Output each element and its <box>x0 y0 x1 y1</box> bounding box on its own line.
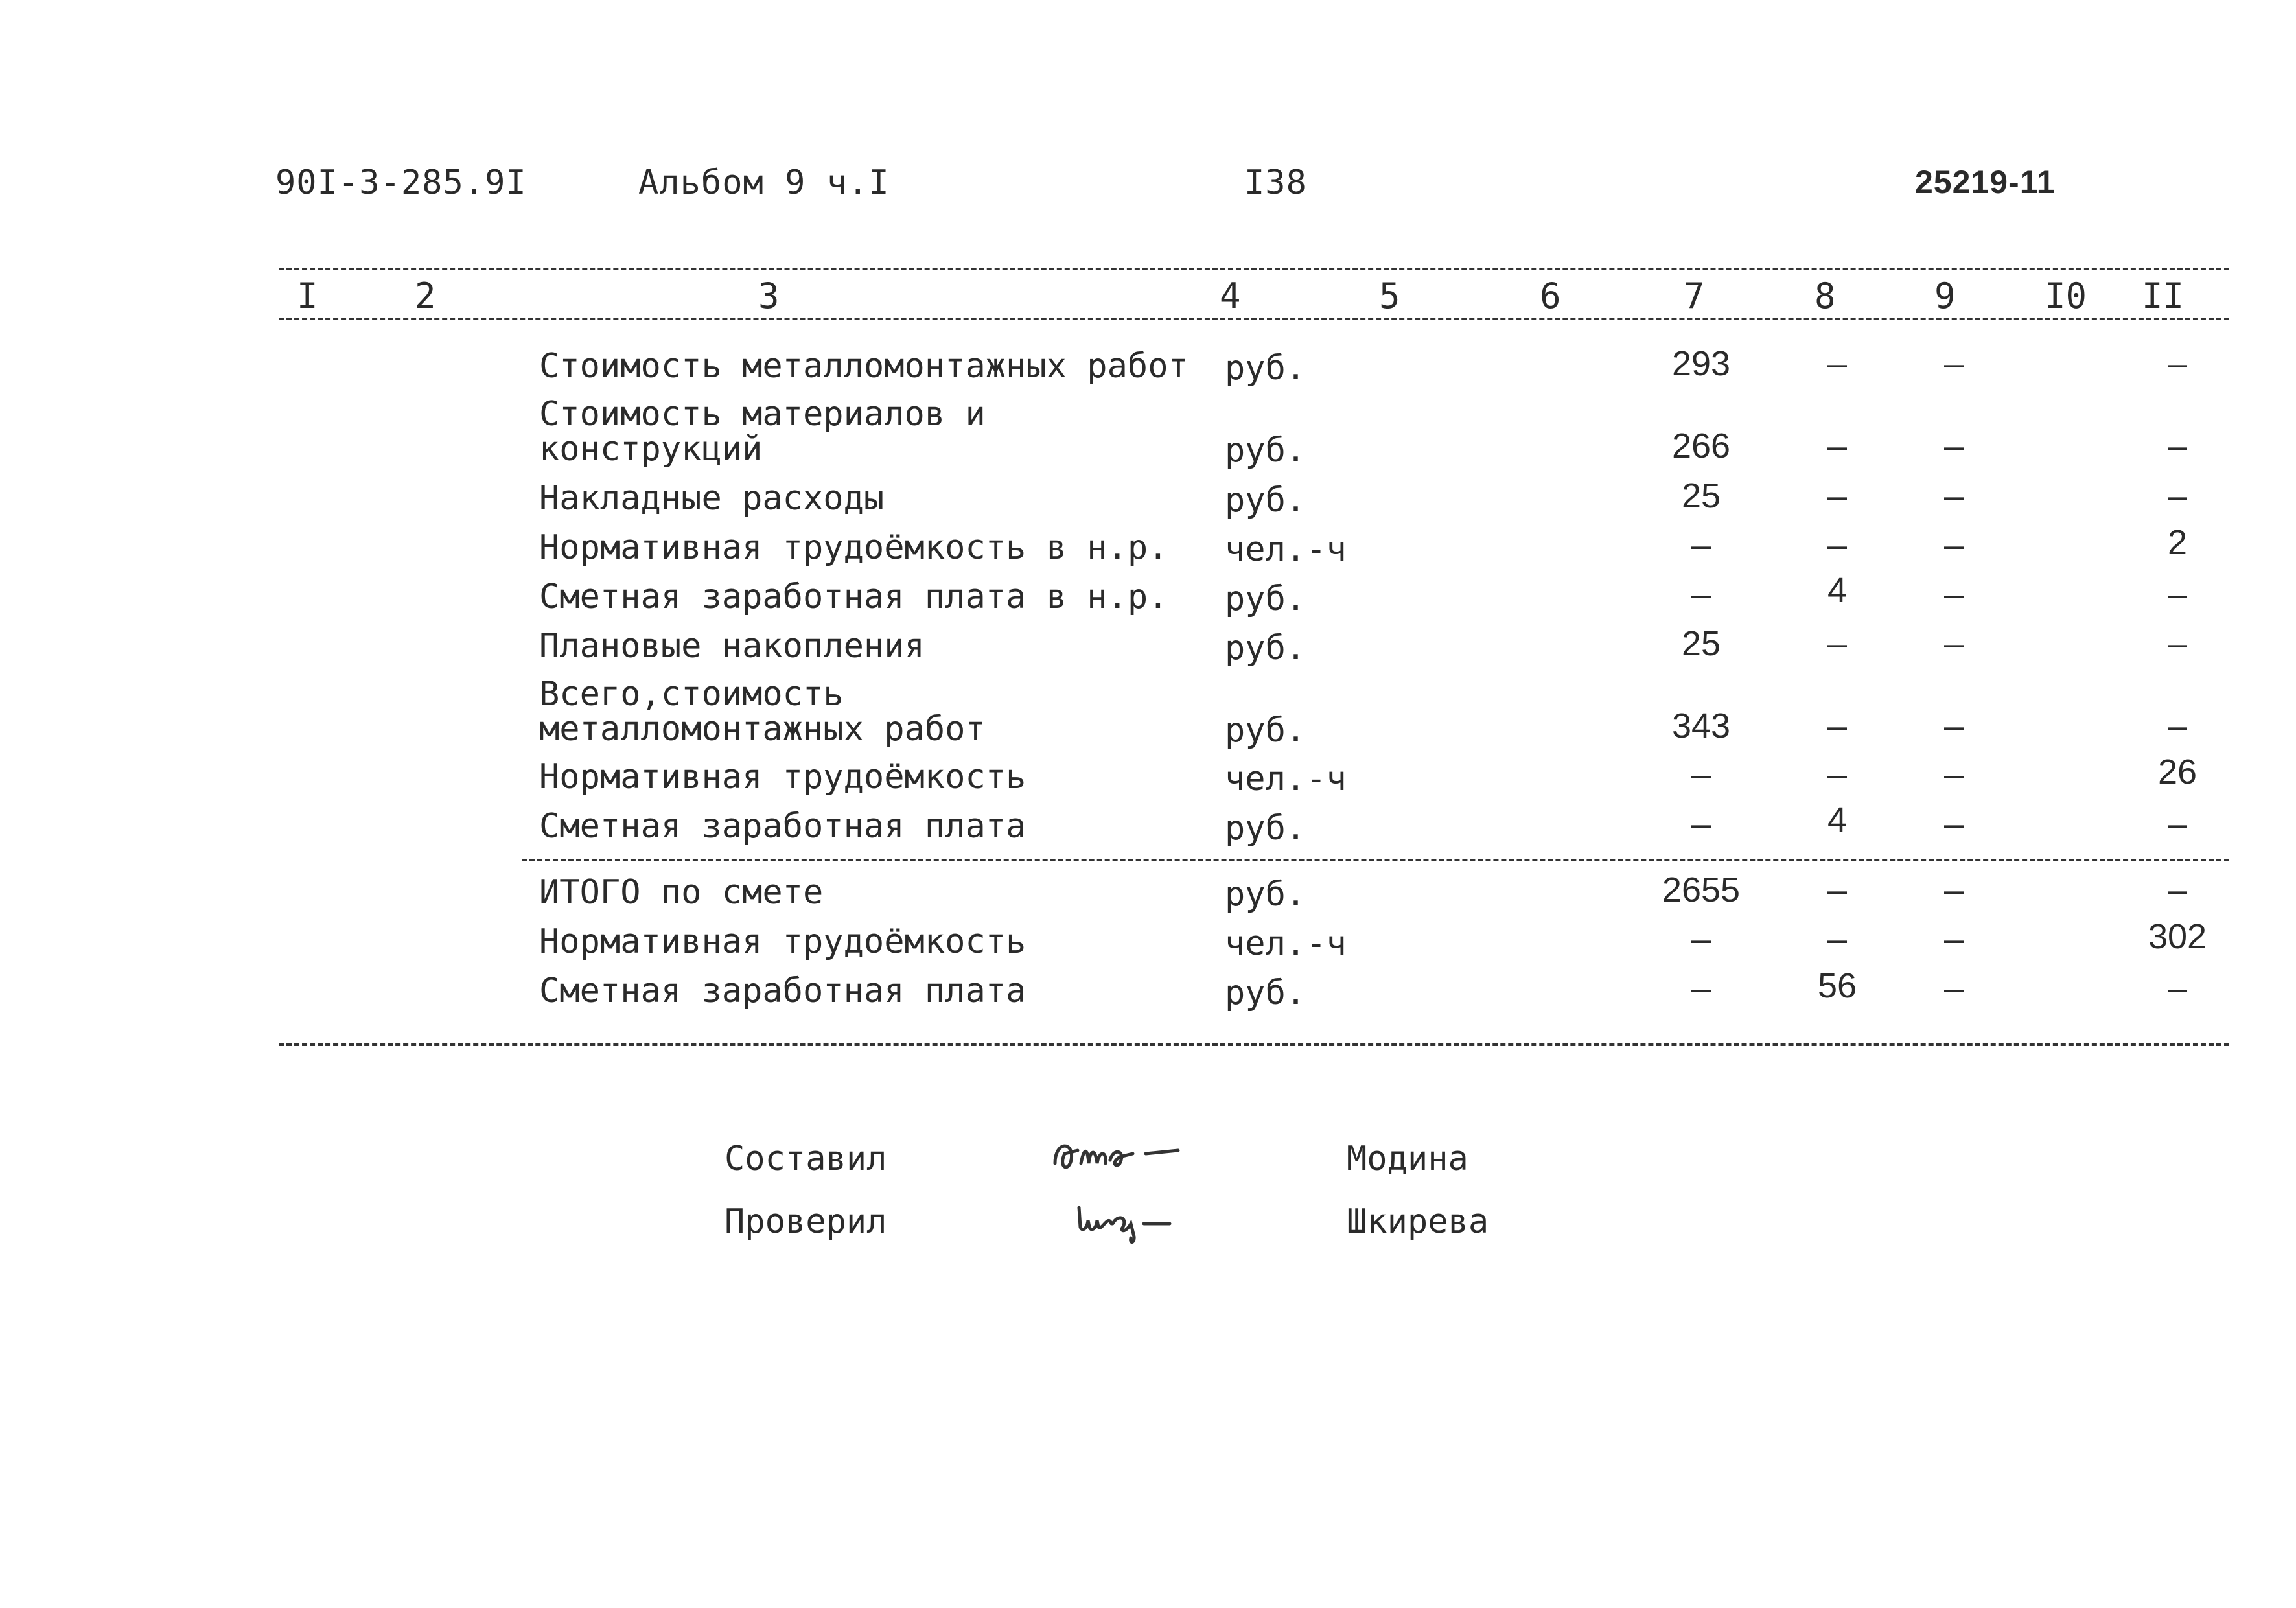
checked-by-label: Проверил <box>725 1202 887 1241</box>
column-header-1: I <box>297 275 318 316</box>
total-row-2-col8: – <box>1827 920 1848 959</box>
row-7-description: Всего,стоимость металломонтажных работ <box>539 675 986 749</box>
row-5-unit: руб. <box>1225 579 1306 618</box>
column-header-6: 6 <box>1540 275 1561 316</box>
header-top-rule <box>279 268 2229 270</box>
row-3-description: Накладные расходы <box>539 479 885 518</box>
row-2-col8: – <box>1827 426 1848 465</box>
total-row-1-col8: – <box>1827 870 1848 909</box>
total-row-1-unit: руб. <box>1225 875 1306 914</box>
sheet-code: 25219-11 <box>1915 164 2056 200</box>
row-8-col8: – <box>1827 755 1848 794</box>
document-code: 90I-3-285.9I <box>275 163 527 202</box>
row-6-col11: – <box>2167 624 2188 663</box>
row-6-unit: руб. <box>1225 629 1306 668</box>
row-4-col9: – <box>1943 526 1964 565</box>
row-1-col9: – <box>1943 344 1964 383</box>
header-bottom-rule <box>279 318 2229 320</box>
row-6-col8: – <box>1827 624 1848 663</box>
column-header-11: II <box>2142 275 2185 316</box>
row-7-col11: – <box>2167 706 2188 745</box>
row-7-col9: – <box>1943 706 1964 745</box>
column-header-4: 4 <box>1220 275 1241 316</box>
total-row-2-unit: чел.-ч <box>1225 924 1347 963</box>
row-3-col8: – <box>1827 476 1848 515</box>
column-header-2: 2 <box>415 275 436 316</box>
row-2-description: Стоимость материалов и конструкций <box>539 395 986 469</box>
row-5-col7: – <box>1691 575 1711 614</box>
row-6-description: Плановые накопления <box>539 627 925 666</box>
total-row-2-col9: – <box>1943 920 1964 959</box>
total-row-1-col7: 2655 <box>1662 870 1741 909</box>
row-1-col8: – <box>1827 344 1848 383</box>
row-2-col7: 266 <box>1671 426 1731 465</box>
total-row-1-col11: – <box>2167 870 2188 909</box>
total-row-1-description: ИТОГО по смете <box>539 873 824 912</box>
row-9-col11: – <box>2167 804 2188 843</box>
row-4-description: Нормативная трудоёмкость в н.р. <box>539 528 1168 567</box>
row-3-col9: – <box>1943 476 1964 515</box>
compiled-by-name: Модина <box>1347 1139 1468 1178</box>
row-3-unit: руб. <box>1225 481 1306 520</box>
row-7-col7: 343 <box>1671 706 1731 745</box>
row-8-unit: чел.-ч <box>1225 760 1347 798</box>
column-header-9: 9 <box>1934 275 1956 316</box>
row-5-description: Сметная заработная плата в н.р. <box>539 577 1168 616</box>
total-row-3-unit: руб. <box>1225 973 1306 1012</box>
row-7-col8: – <box>1827 706 1848 745</box>
total-row-3-col9: – <box>1943 969 1964 1008</box>
row-5-col8: 4 <box>1827 571 1848 610</box>
checked-signature-mark <box>1073 1191 1228 1250</box>
row-2-unit: руб. <box>1225 431 1306 470</box>
total-row-3-col7: – <box>1691 969 1711 1008</box>
row-2-col9: – <box>1943 426 1964 465</box>
row-3-col11: – <box>2167 476 2188 515</box>
row-8-description: Нормативная трудоёмкость <box>539 758 1026 797</box>
row-3-col7: 25 <box>1681 476 1721 515</box>
row-1-col7: 293 <box>1671 344 1731 383</box>
row-9-col9: – <box>1943 804 1964 843</box>
total-row-3-col8: 56 <box>1817 966 1857 1005</box>
checked-signature <box>1073 1191 1228 1259</box>
row-2-col11: – <box>2167 426 2188 465</box>
checked-by-name: Шкирева <box>1347 1202 1489 1241</box>
row-8-col11: 26 <box>2157 752 2197 791</box>
table-bottom-rule <box>279 1043 2229 1046</box>
column-header-8: 8 <box>1815 275 1836 316</box>
total-row-3-col11: – <box>2167 969 2188 1008</box>
totals-separator <box>522 859 2229 861</box>
row-7-unit: руб. <box>1225 711 1306 750</box>
row-5-col11: – <box>2167 575 2188 614</box>
row-1-col11: – <box>2167 344 2188 383</box>
row-4-unit: чел.-ч <box>1225 530 1347 569</box>
row-9-description: Сметная заработная плата <box>539 807 1026 846</box>
column-header-7: 7 <box>1684 275 1705 316</box>
column-header-3: 3 <box>758 275 780 316</box>
total-row-3-description: Сметная заработная плата <box>539 972 1026 1010</box>
compiled-by-label: Составил <box>725 1139 887 1178</box>
total-row-2-col11: 302 <box>2148 917 2207 956</box>
album-label: Альбом 9 ч.I <box>638 163 890 202</box>
row-6-col7: 25 <box>1681 624 1721 663</box>
total-row-2-col7: – <box>1691 920 1711 959</box>
row-5-col9: – <box>1943 575 1964 614</box>
row-1-description: Стоимость металломонтажных работ <box>539 347 1189 386</box>
page-number: I38 <box>1244 163 1307 202</box>
row-9-col8: 4 <box>1827 800 1848 839</box>
column-header-5: 5 <box>1379 275 1400 316</box>
row-9-col7: – <box>1691 804 1711 843</box>
row-4-col11: 2 <box>2167 523 2188 562</box>
row-4-col8: – <box>1827 526 1848 565</box>
compiled-signature <box>1049 1128 1204 1189</box>
compiled-signature-mark <box>1049 1128 1204 1180</box>
row-8-col9: – <box>1943 755 1964 794</box>
row-9-unit: руб. <box>1225 809 1306 848</box>
row-8-col7: – <box>1691 755 1711 794</box>
row-6-col9: – <box>1943 624 1964 663</box>
total-row-2-description: Нормативная трудоёмкость <box>539 922 1026 961</box>
row-4-col7: – <box>1691 526 1711 565</box>
column-header-10: I0 <box>2045 275 2087 316</box>
total-row-1-col9: – <box>1943 870 1964 909</box>
row-1-unit: руб. <box>1225 349 1306 388</box>
